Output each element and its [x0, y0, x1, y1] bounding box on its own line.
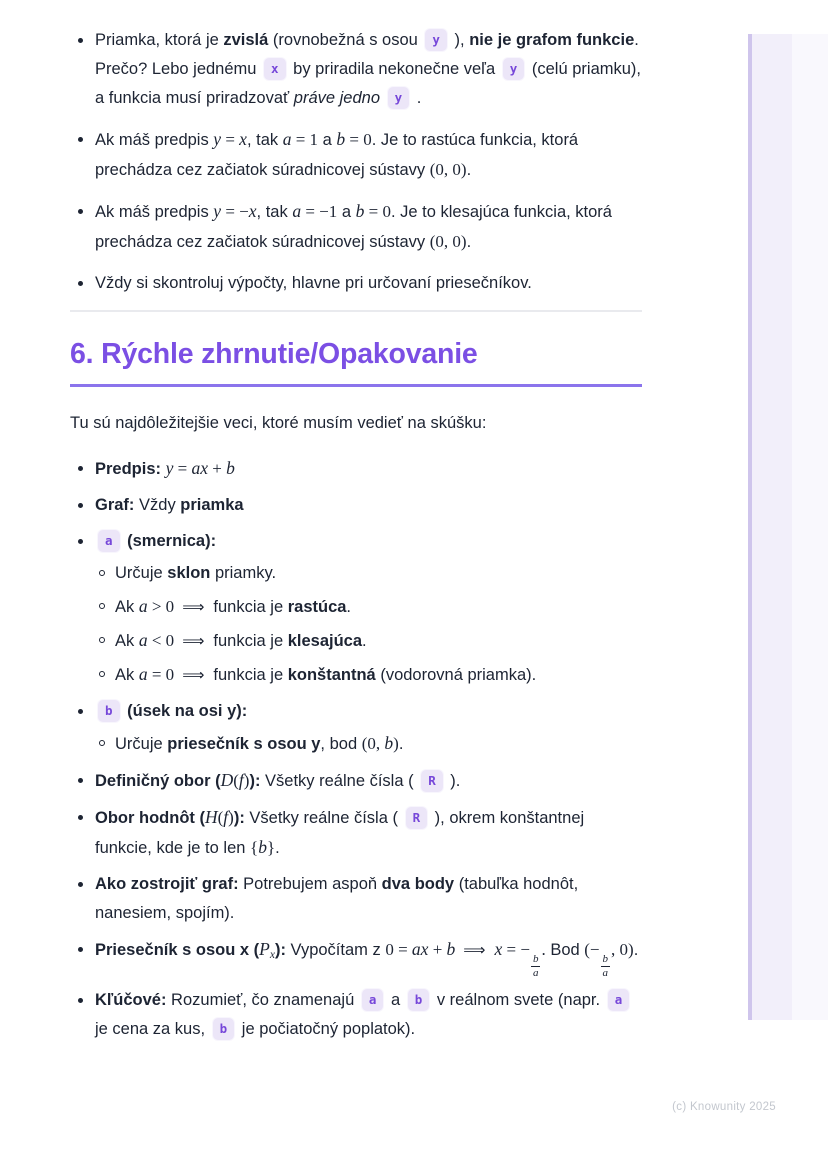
text-segment: zvislá: [223, 31, 269, 49]
text-segment: priesečník s osou y: [167, 735, 321, 753]
text-segment: (úsek na osi y):: [127, 702, 248, 720]
text-segment: Ak máš predpis: [95, 131, 214, 149]
text-segment: priamka: [180, 496, 244, 514]
text-segment: b: [336, 129, 346, 149]
text-segment: a: [337, 203, 356, 221]
text-segment: Vždy: [134, 496, 181, 514]
text-segment: H: [204, 807, 218, 827]
code-chip: R: [406, 807, 428, 829]
text-segment: ): [393, 734, 399, 753]
list-item: [115, 660, 642, 690]
implies-arrow-icon: ⟹: [182, 632, 205, 650]
list-item: [95, 870, 642, 928]
text-segment: y: [213, 201, 222, 221]
text-segment: , bod: [320, 735, 362, 753]
text-segment: klesajúca: [287, 632, 363, 650]
text-segment: [380, 89, 385, 107]
text-segment: a: [138, 596, 148, 616]
text-segment: b: [446, 939, 456, 959]
text-segment: ):: [249, 772, 261, 790]
intro-paragraph: Tu sú najdôležitejšie veci, ktoré musím vedieť na skúšku:: [70, 414, 487, 432]
text-segment: = 0: [364, 202, 391, 221]
math-fraction: $\frac{b}{a}$: [602, 953, 609, 979]
text-segment: = −1: [301, 202, 338, 221]
text-segment: (0,: [361, 734, 385, 753]
text-segment: (−: [584, 940, 600, 959]
text-segment: (: [217, 808, 224, 827]
text-segment: Ako zostrojiť graf:: [95, 875, 239, 893]
text-segment: a: [386, 991, 405, 1009]
code-chip: y: [503, 58, 525, 80]
text-segment: (celú priamku), a funkcia musí priradzovať: [95, 60, 641, 107]
text-segment: = 0: [147, 665, 175, 684]
code-chip: a: [608, 989, 630, 1011]
implies-arrow-icon: ⟹: [463, 941, 486, 959]
text-segment: , tak: [256, 203, 293, 221]
implies-arrow-icon: ⟹: [182, 598, 205, 616]
code-chip: R: [421, 770, 443, 792]
text-segment: =: [221, 130, 240, 149]
text-segment: Ak: [115, 666, 139, 684]
text-segment: f: [238, 770, 244, 790]
list-item: [115, 729, 642, 759]
text-segment: P: [259, 939, 270, 959]
text-segment: .: [398, 735, 404, 753]
text-segment: Ak: [115, 632, 139, 650]
code-chip: b: [98, 700, 120, 722]
text-segment: ):: [233, 809, 245, 827]
text-segment: x: [494, 939, 503, 959]
list-item: [95, 26, 642, 113]
text-segment: ).: [445, 772, 461, 790]
summary-bullet-list: [70, 454, 642, 1044]
text-segment: }: [266, 838, 276, 857]
text-segment: ),: [449, 31, 470, 49]
text-segment: .: [346, 598, 352, 616]
text-segment: (0, 0): [429, 232, 467, 251]
code-chip: a: [362, 989, 384, 1011]
code-chip: y: [425, 29, 447, 51]
text-segment: nie je grafom funkcie: [469, 31, 635, 49]
text-segment: Ak máš predpis: [95, 203, 214, 221]
text-segment: Všetky reálne čísla (: [244, 809, 403, 827]
text-segment: dva body: [381, 875, 455, 893]
section-divider: [70, 310, 642, 312]
text-segment: funkcia je: [213, 598, 288, 616]
text-segment: .: [633, 941, 639, 959]
text-segment: x: [239, 129, 247, 149]
list-item: [95, 697, 642, 759]
text-segment: Definičný obor (: [95, 772, 221, 790]
text-segment: 0 =: [385, 940, 412, 959]
text-segment: (vodorovná priamka).: [375, 666, 537, 684]
math-subscript: x: [269, 949, 275, 961]
text-segment: +: [428, 940, 447, 959]
text-segment: {: [250, 838, 259, 857]
text-segment: funkcia je: [213, 666, 288, 684]
text-segment: (smernica):: [127, 532, 217, 550]
text-segment: f: [223, 807, 229, 827]
text-segment: konštantná: [287, 666, 376, 684]
text-segment: =: [173, 459, 192, 478]
text-segment: Vypočítam z: [285, 941, 386, 959]
text-segment: je počiatočný poplatok).: [237, 1020, 416, 1038]
text-segment: ): [243, 771, 250, 790]
list-item: [95, 527, 642, 690]
text-segment: b: [258, 837, 267, 857]
code-chip: x: [264, 58, 286, 80]
copyright-footer: (c) Knowunity 2025: [672, 1101, 776, 1113]
list-item: [95, 935, 642, 979]
list-item: [115, 626, 642, 656]
text-segment: y: [213, 129, 222, 149]
right-margin-strip: [748, 34, 828, 1020]
code-chip: b: [408, 989, 430, 1011]
text-segment: a: [138, 664, 148, 684]
text-segment: Graf:: [95, 496, 135, 514]
text-segment: < 0: [147, 631, 175, 650]
code-chip: b: [213, 1018, 235, 1040]
text-segment: . Je to rastúca funkcia, ktorá prechádza cez začiatok súradnicovej sústavy: [95, 131, 579, 179]
text-segment: Priesečník s osou x (: [95, 941, 260, 959]
text-segment: Potrebujem aspoň: [238, 875, 382, 893]
text-segment: ax: [191, 458, 209, 478]
text-segment: sklon: [167, 564, 211, 582]
text-segment: y: [165, 458, 174, 478]
text-segment: by priradila nekonečne veľa: [288, 60, 500, 78]
text-segment: funkcia je: [213, 632, 288, 650]
list-item: [95, 986, 642, 1044]
text-segment: Predpis:: [95, 460, 162, 478]
text-segment: , 0): [611, 940, 634, 959]
text-segment: Všetky reálne čísla (: [260, 772, 419, 790]
list-item: [115, 592, 642, 622]
text-segment: a: [318, 131, 337, 149]
text-segment: (: [233, 771, 239, 790]
text-segment: b: [226, 458, 235, 478]
document-page: [70, 26, 642, 1051]
code-chip: a: [98, 530, 120, 552]
math-fraction: $\frac{b}{a}$: [532, 953, 539, 979]
notes-bullet-list: [70, 26, 642, 298]
text-segment: .: [541, 940, 546, 959]
text-segment: ):: [274, 941, 286, 959]
list-item: [95, 197, 642, 257]
text-segment: = −: [502, 940, 530, 959]
text-segment: Určuje: [115, 564, 168, 582]
text-segment: Rozumieť, čo znamenajú: [166, 991, 359, 1009]
list-item: [95, 269, 642, 298]
list-item: [95, 491, 642, 520]
text-segment: ): [228, 808, 234, 827]
text-segment: = −: [221, 202, 249, 221]
list-item: [95, 454, 642, 484]
text-segment: Priamka, ktorá je: [95, 31, 224, 49]
text-segment: b: [384, 733, 394, 753]
text-segment: práve jedno: [293, 89, 381, 107]
text-segment: +: [208, 459, 227, 478]
text-segment: , tak: [246, 131, 283, 149]
text-segment: > 0: [147, 597, 175, 616]
text-segment: priamky.: [210, 564, 277, 582]
sub-list: [95, 729, 642, 759]
text-segment: a: [138, 630, 148, 650]
text-segment: (tabuľka hodnôt, nanesiem, spojím).: [95, 875, 579, 922]
list-item: [95, 803, 642, 863]
text-segment: (rovnobežná s osou: [268, 31, 423, 49]
text-segment: Ak: [115, 598, 139, 616]
text-segment: b: [355, 201, 365, 221]
text-segment: a: [292, 201, 302, 221]
text-segment: x: [248, 201, 257, 221]
text-segment: = 1: [291, 130, 319, 149]
text-segment: rastúca: [287, 598, 347, 616]
text-segment: v reálnom svete (napr.: [432, 991, 605, 1009]
text-segment: Obor hodnôt (: [95, 809, 205, 827]
text-segment: .: [466, 161, 472, 179]
text-segment: a: [282, 129, 292, 149]
text-segment: . Je to klesajúca funkcia, ktorá prechádza cez začiatok súradnicovej sústavy: [95, 203, 612, 251]
text-segment: ax: [411, 939, 429, 959]
list-item: [115, 559, 642, 588]
text-segment: = 0: [345, 130, 372, 149]
text-segment: Určuje: [115, 735, 168, 753]
sub-list: [95, 559, 642, 690]
section-heading: 6. Rýchle zhrnutie/Opakovanie: [70, 336, 642, 387]
implies-arrow-icon: ⟹: [182, 666, 205, 684]
list-item: [95, 766, 642, 796]
text-segment: Bod: [545, 941, 585, 959]
text-segment: .: [275, 839, 280, 857]
list-item: [95, 125, 642, 185]
text-segment: ), okrem konštantnej funkcie, kde je to len: [95, 809, 585, 857]
code-chip: y: [388, 87, 410, 109]
text-segment: D: [220, 770, 234, 790]
text-segment: Kľúčové:: [95, 991, 167, 1009]
text-segment: . Prečo? Lebo jednému: [95, 31, 639, 78]
text-segment: je cena za kus,: [95, 1020, 210, 1038]
text-segment: .: [466, 233, 472, 251]
text-segment: (0, 0): [429, 160, 467, 179]
text-segment: .: [412, 89, 422, 107]
text-segment: Vždy si skontroluj výpočty, hlavne pri určovaní priesečníkov.: [95, 274, 532, 292]
text-segment: .: [362, 632, 367, 650]
